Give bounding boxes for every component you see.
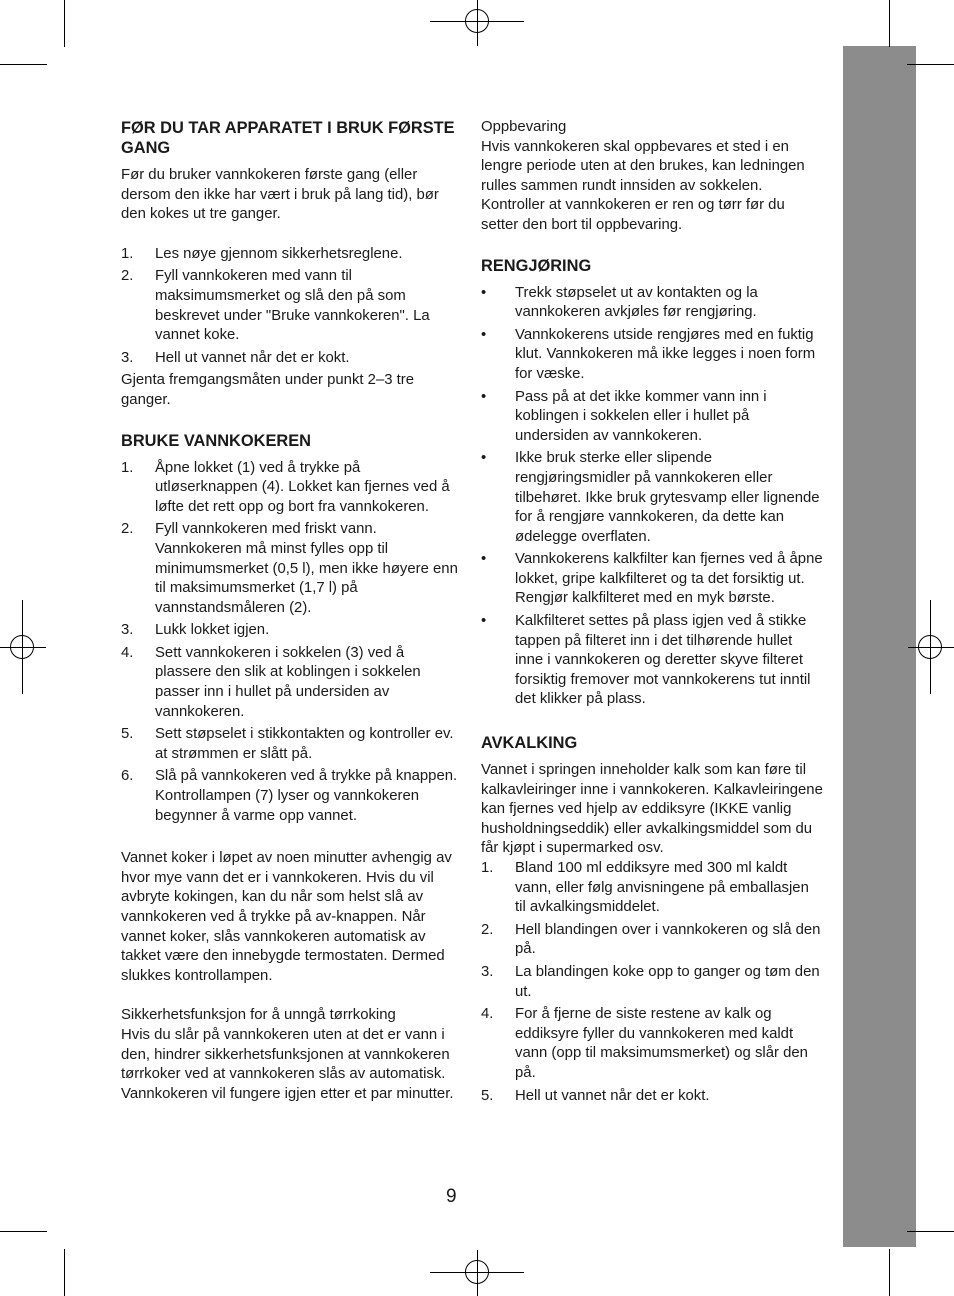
list-item: • Vannkokerens kalkfilter kan fjernes ved å åpne lokket, gripe kalkfilteret og ta det forsiktig ut. Rengjør kalkfilteret med en myk børste. bbox=[481, 551, 823, 607]
left-column bbox=[121, 118, 461, 1104]
list-item: • Vannkokerens utside rengjøres med en fuktig klut. Vannkokeren må ikke legges i noen form for væske. bbox=[481, 326, 816, 382]
list-item: 6. Slå på vannkokeren ved å trykke på knappen. Kontrollampen (7) lyser og vannkokeren begynner å varme opp vannet. bbox=[121, 768, 458, 824]
first-use-steps bbox=[121, 245, 461, 369]
first-use-outro: Gjenta fremgangsmåten under punkt 2–3 tre ganger. bbox=[121, 372, 415, 408]
boiling-paragraph: Vannet koker i løpet av noen minutter avhengig av hvor mye vann det er i vannkokeren. Hvis du vil avbryte kokingen, kan du når som helst slå av vannkokeren ved å trykke på av-knappen. Når vannet koker, slås vannkokeren automatisk av takket være den innebygde termostaten. Dermed slukkes kontrollampen. bbox=[121, 850, 452, 984]
list-item: 5. Sett støpselet i stikkontakten og kontroller ev. at strømmen er slått på. bbox=[121, 726, 454, 762]
right-column bbox=[481, 118, 823, 1109]
list-item: • Pass på at det ikke kommer vann inn i koblingen i sokkelen eller i hullet på undersiden av vannkokeren. bbox=[481, 388, 767, 444]
list-item: 3. Hell ut vannet når det er kokt. bbox=[121, 349, 350, 366]
list-item: 4. For å fjerne de siste restene av kalk og eddiksyre fyller du vannkokeren med kaldt vann (opp til maksimumsmerket) og slår den på. bbox=[481, 1006, 808, 1081]
list-item: 4. Sett vannkokeren i sokkelen (3) ved å plassere den slik at koblingen i sokkelen passer inn i hullet på undersiden av vannkokeren. bbox=[121, 644, 421, 720]
heading-storage: Oppbevaring bbox=[481, 119, 567, 135]
list-item: • Kalkfilteret settes på plass igjen ved å stikke tappen på filteret inn i det tilhørende hullet inne i vannkokeren og deretter skyve filteret forsiktig fremover mot vannkokerens tut inntil det klikker på plass. bbox=[481, 613, 811, 708]
heading-using-kettle: BRUKE VANNKOKEREN bbox=[121, 431, 312, 450]
list-item: 3. Lukk lokket igjen. bbox=[121, 622, 270, 639]
cleaning-bullets bbox=[481, 284, 823, 710]
heading-cleaning: RENGJØRING bbox=[481, 256, 592, 275]
descaling-steps bbox=[481, 859, 823, 1106]
heading-first-use: FØR DU TAR APPARATET I BRUK FØRSTE GANG bbox=[121, 119, 455, 157]
first-use-intro: Før du bruker vannkokeren første gang (eller dersom den ikke har vært i bruk på lang tid), bør den kokes ut tre ganger. bbox=[121, 167, 439, 223]
heading-descaling: AVKALKING bbox=[481, 734, 578, 753]
list-item: • Trekk støpselet ut av kontakten og la vannkokeren avkjøles før rengjøring. bbox=[481, 284, 758, 321]
descaling-intro: Vannet i springen inneholder kalk som kan føre til kalkavleiringer inne i vannkokeren. Kalkavleiringene kan fjernes ved hjelp av eddiksyre (IKKE vanlig husholdningseddik) eller avkalkingsmiddel som du får kjøpt i supermarked osv. bbox=[481, 762, 823, 857]
list-item: 2. Fyll vannkokeren med friskt vann. Vannkokeren må minst fylles opp til minimumsmerket (0,5 l), men ikke høyere enn til maksimumsmerket (1,7 l) på vannstandsmåleren (2). bbox=[121, 521, 458, 616]
list-item: 1. Les nøye gjennom sikkerhetsreglene. bbox=[121, 245, 403, 262]
page-edge-tab bbox=[843, 46, 916, 1247]
list-item: 1. Åpne lokket (1) ved å trykke på utløserknappen (4). Lokket kan fjernes ved å løfte det rett opp og bort fra vannkokeren. bbox=[121, 459, 450, 515]
using-steps bbox=[121, 459, 461, 827]
dry-boil-text: Hvis du slår på vannkokeren uten at det er vann i den, hindrer sikkerhetsfunksjonen at vannkokeren tørrkoker ved at vannkokeren slås av automatisk. bbox=[121, 1026, 450, 1083]
list-item: 1. Bland 100 ml eddiksyre med 300 ml kaldt vann, eller følg anvisningene på emballasjen til avkalkingsmiddelet. bbox=[481, 860, 809, 916]
list-item: • Ikke bruk sterke eller slipende rengjøringsmidler på vannkokeren eller tilbehøret. Ikke bruk grytesvamp eller lignende for å rengjøre vannkokeren, da dette kan ødelegge overflaten. bbox=[481, 450, 820, 545]
storage-text: Hvis vannkokeren skal oppbevares et sted i en lengre periode uten at den brukes, kan ledningen rulles sammen rundt innsiden av sokkelen. Kontroller at vannkokeren er ren og tørr før du setter den bort til oppbevaring. bbox=[481, 138, 805, 233]
list-item: 2. Hell blandingen over i vannkokeren og slå den på. bbox=[481, 921, 821, 958]
list-item: 3. La blandingen koke opp to ganger og tøm den ut. bbox=[481, 963, 820, 1000]
page-number: 9 bbox=[446, 1186, 457, 1207]
heading-dry-boil-safety: Sikkerhetsfunksjon for å unngå tørrkoking bbox=[121, 1007, 396, 1024]
dry-boil-text-2: Vannkokeren vil fungere igjen etter et par minutter. bbox=[121, 1085, 454, 1102]
list-item: 5. Hell ut vannet når det er kokt. bbox=[481, 1087, 710, 1104]
list-item: 2. Fyll vannkokeren med vann til maksimumsmerket og slå den på som beskrevet under "Bruke vannkokeren". La vannet koke. bbox=[121, 268, 430, 344]
